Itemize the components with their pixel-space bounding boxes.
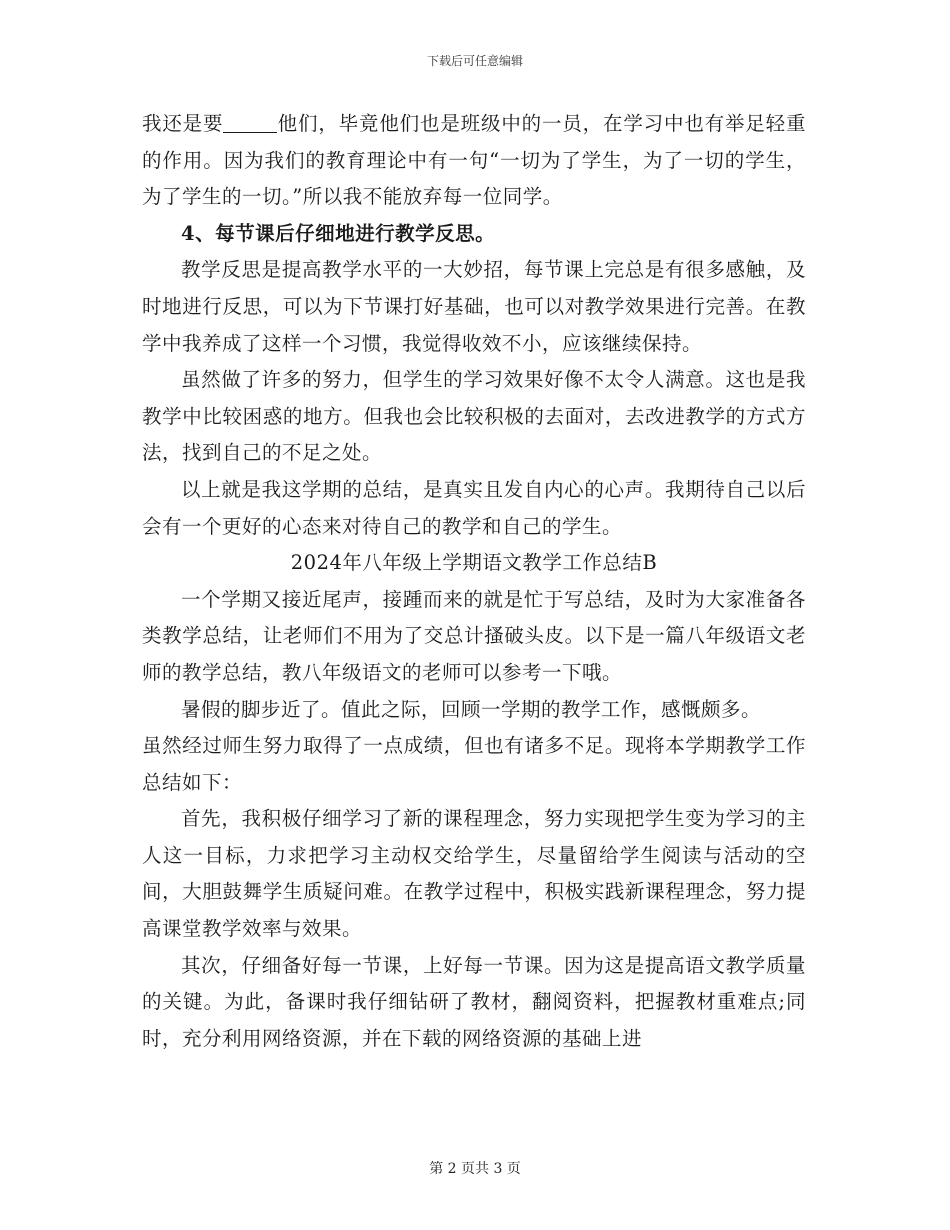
paragraph-summer-line1: 暑假的脚步近了。值此之际，回顾一学期的教学工作，感慨颇多。: [181, 697, 762, 721]
paragraph-1: [142, 106, 806, 216]
paragraph-effort: 虽然做了许多的努力，但学生的学习效果好像不太令人满意。这也是我教学中比较困惑的地方。但我也会比较积极的去面对，去改进教学的方式方法，找到自己的不足之处。: [142, 368, 806, 465]
paragraph-1-start: 我还是要: [142, 112, 224, 135]
paragraph-second: 其次，仔细备好每一节课，上好每一节课。因为这是提高语文教学质量的关键。为此，备课时我仔细钻研了教材，翻阅资料，把握教材重难点;同时，充分利用网络资源，并在下载的网络资源的基础上进: [142, 953, 806, 1050]
paragraph-reflection: 教学反思是提高教学水平的一大妙招，每节课上完总是有很多感触，及时地进行反思，可以为下节课打好基础，也可以对教学效果进行完善。在教学中我养成了这样一个习惯，我觉得收效不小，应该继续保持。: [142, 258, 806, 355]
document-body: [142, 106, 806, 1057]
paragraph-first: 首先，我积极仔细学习了新的课程理念，努力实现把学生变为学习的主人这一目标，力求把学习主动权交给学生，尽量留给学生阅读与活动的空间，大胆鼓舞学生质疑问难。在教学过程中，积极实践新课程理念，努力提高课堂教学效率与效果。: [142, 807, 806, 941]
paragraph-intro: 一个学期又接近尾声，接踵而来的就是忙于写总结，及时为大家准备各类教学总结，让老师们不用为了交总计搔破头皮。以下是一篇八年级语文老师的教学总结，教八年级语文的老师可以参考一下哦。: [142, 587, 806, 684]
paragraph-summer-rest: 虽然经过师生努力取得了一点成绩，但也有诸多不足。现将本学期教学工作总结如下：: [142, 734, 806, 794]
paragraph-conclusion: 以上就是我这学期的总结，是真实且发自内心的心声。我期待自己以后会有一个更好的心态来对待自己的教学和自己的学生。: [142, 477, 806, 538]
paragraph-1-end: 他们，毕竟他们也是班级中的一员，在学习中也有举足轻重的作用。因为我们的教育理论中有一句“一切为了学生，为了一切的学生，为了学生的一切。”所以我不能放弃每一位同学。: [142, 112, 806, 209]
fill-in-blank: [223, 110, 277, 133]
page-footer: 第 2 页共 3 页: [429, 1161, 521, 1177]
section-heading-4: 4、每节课后仔细地进行教学反思。: [181, 221, 496, 245]
page-header: 下载后可任意编辑: [426, 54, 523, 68]
section-title: 2024年八年级上学期语文教学工作总结B: [290, 551, 658, 575]
